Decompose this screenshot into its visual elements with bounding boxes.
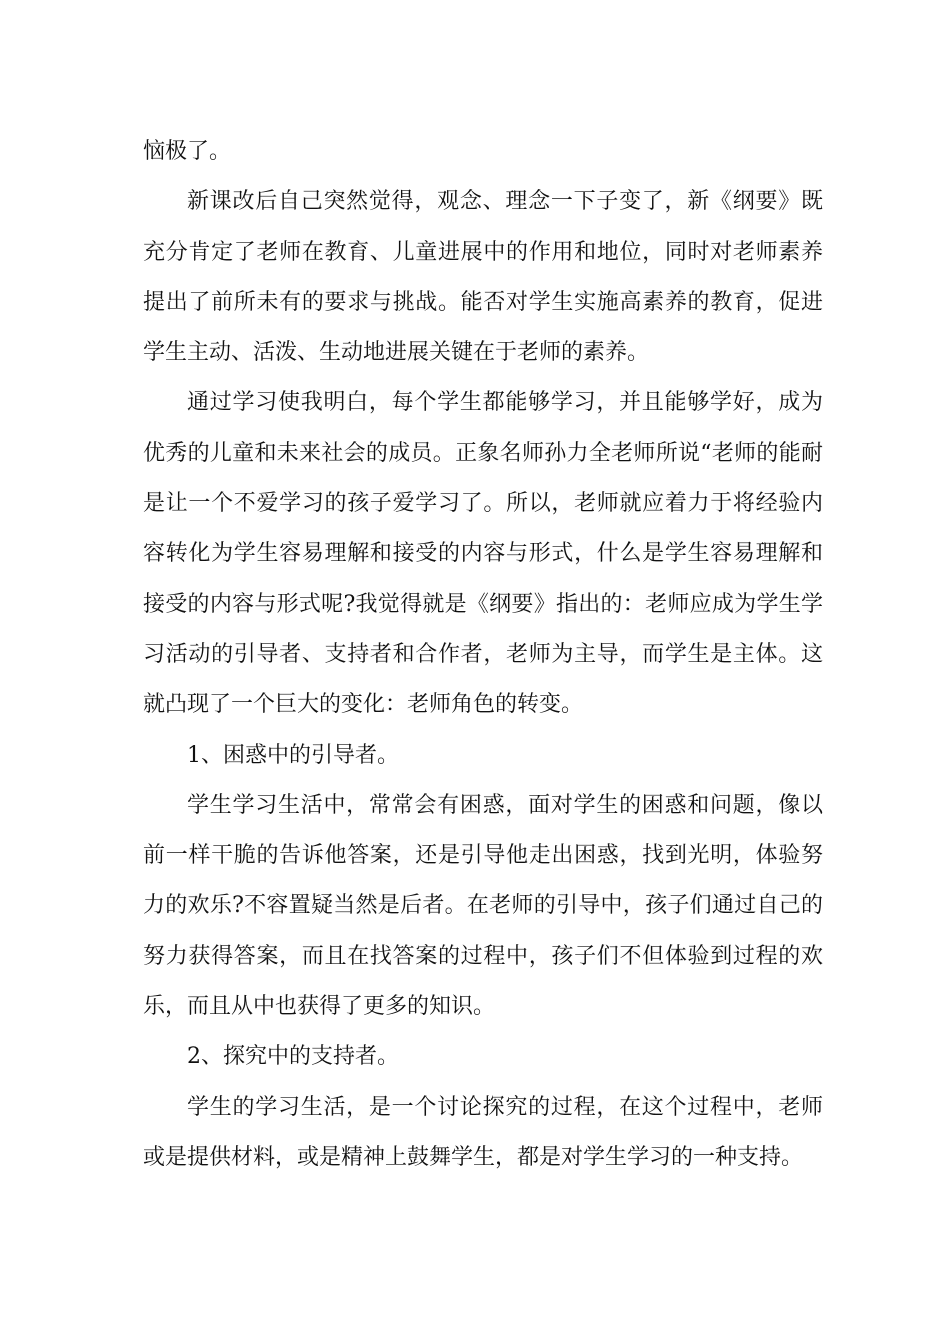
paragraph-1: 恼极了。 — [143, 139, 232, 164]
paragraph-2: 新课改后自己突然觉得，观念、理念一下子变了，新《纲要》既充分肯定了老师在教育、儿童进展中的作用和地位，同时对老师素养提出了前所未有的要求与挑战。能否对学生实施高素养的教育，促进学生主动、活泼、生动地进展关键在于老师的素养。 — [143, 189, 823, 366]
paragraph-3: 通过学习使我明白，每个学生都能够学习，并且能够学好，成为优秀的儿童和未来社会的成员。正象名师孙力全老师所说“老师的能耐是让一个不爱学习的孩子爱学习了。所以，老师就应着力于将经验内容转化为学生容易理解和接受的内容与形式，什么是学生容易理解和接受的内容与形式呢?我觉得就是《纲要》指出的：老师应成为学生学习活动的引导者、支持者和合作者，老师为主导，而学生是主体。这就凸现了一个巨大的变化：老师角色的转变。 — [143, 390, 823, 718]
paragraph-4: 学生学习生活中，常常会有困惑，面对学生的困惑和问题，像以前一样干脆的告诉他答案，还是引导他走出困惑，找到光明，体验努力的欢乐?不容置疑当然是后者。在老师的引导中，孩子们通过自己的努力获得答案，而且在找答案的过程中，孩子们不但体验到过程的欢乐，而且从中也获得了更多的知识。 — [143, 792, 823, 1020]
document-body — [143, 127, 823, 1183]
section-heading-supporter: 2、探究中的支持者。 — [187, 1044, 399, 1070]
section-heading-guide: 1、困惑中的引导者。 — [187, 742, 399, 768]
paragraph-5: 学生的学习生活，是一个讨论探究的过程，在这个过程中，老师或是提供材料，或是精神上鼓舞学生，都是对学生学习的一种支持。 — [143, 1094, 823, 1170]
